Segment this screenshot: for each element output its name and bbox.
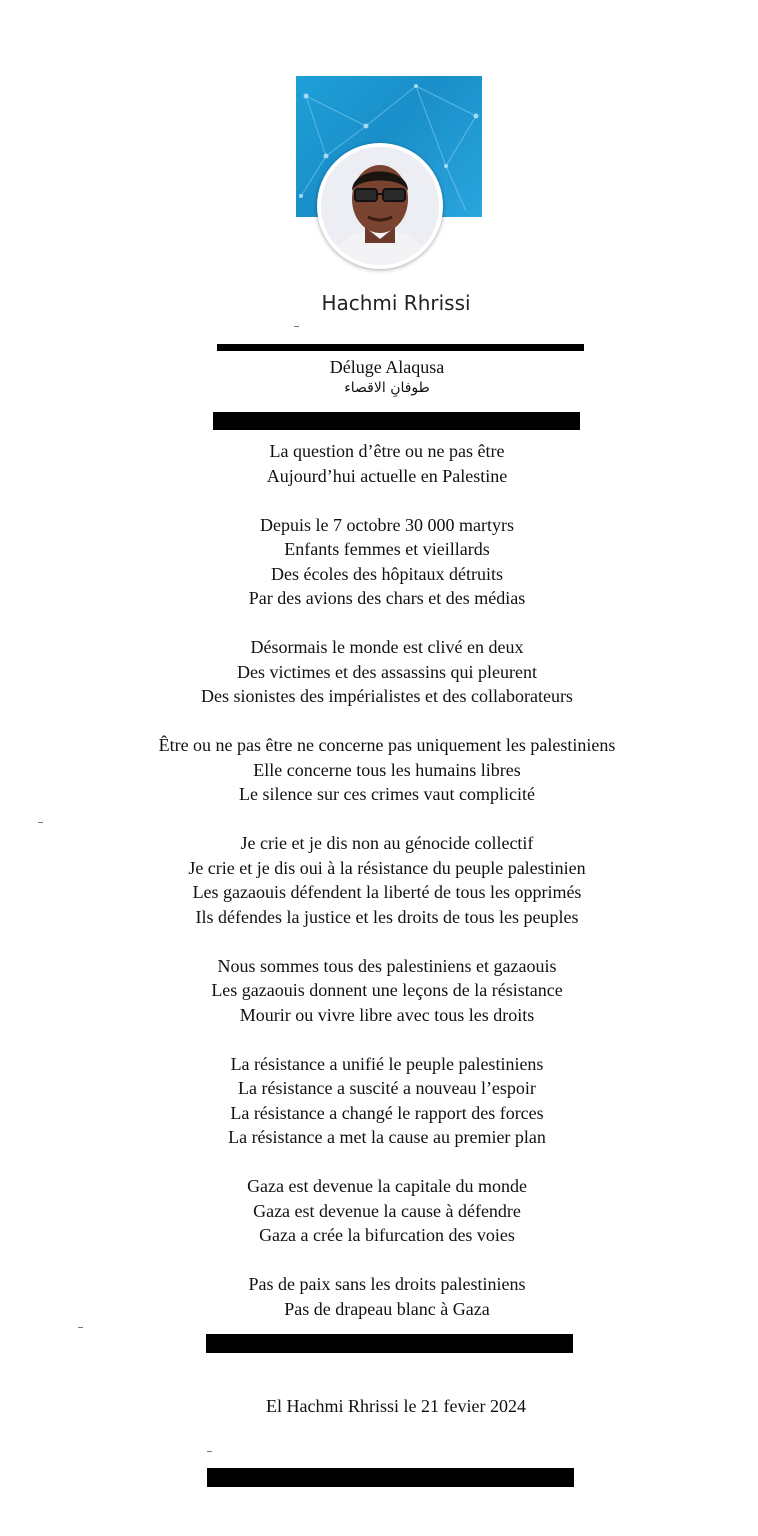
poem-title-block xyxy=(0,356,758,398)
verse: Elle concerne tous les humains libres xyxy=(253,759,521,780)
scan-speck xyxy=(207,1451,212,1452)
verse: Nous sommes tous des palestiniens et gazaouis xyxy=(217,955,557,976)
verse: La résistance a unifié le peuple palestiniens xyxy=(230,1053,544,1074)
redaction-bar xyxy=(206,1334,573,1353)
redaction-bar xyxy=(217,344,584,351)
verse: Ils défendes la justice et les droits de tous les peuples xyxy=(195,906,579,927)
signature: El Hachmi Rhrissi le 21 fevier 2024 xyxy=(266,1396,526,1416)
stanza xyxy=(0,1174,758,1248)
verse: Je crie et je dis non au génocide collectif xyxy=(240,833,534,853)
stanza xyxy=(0,635,758,709)
verse: Des écoles des hôpitaux détruits xyxy=(271,563,503,584)
verse: La résistance a suscité a nouveau l’espoir xyxy=(238,1078,536,1098)
scan-speck xyxy=(78,1327,83,1328)
verse: Pas de drapeau blanc à Gaza xyxy=(284,1298,490,1319)
poem-body xyxy=(0,439,758,1346)
poem-title: Déluge Alaqusa xyxy=(329,357,445,377)
verse: Depuis le 7 octobre 30 000 martyrs xyxy=(260,514,514,535)
verse: Je crie et je dis oui à la résistance du peuple palestinien xyxy=(188,857,586,878)
stanza xyxy=(0,1052,758,1150)
verse: Gaza est devenue la capitale du monde xyxy=(247,1176,527,1196)
redaction-bar xyxy=(213,412,580,430)
verse: Par des avions des chars et des médias xyxy=(248,588,526,608)
avatar xyxy=(317,143,443,269)
scan-speck xyxy=(38,822,43,823)
stanza xyxy=(0,733,758,807)
verse: Aujourd’hui actuelle en Palestine xyxy=(266,465,508,486)
stanza xyxy=(0,1272,758,1321)
verse: La question d’être ou ne pas être xyxy=(269,441,505,461)
verse: La résistance a changé le rapport des forces xyxy=(230,1102,544,1123)
scan-speck xyxy=(294,326,299,327)
redaction-bar xyxy=(207,1468,574,1487)
verse: Pas de paix sans les droits palestiniens xyxy=(248,1274,526,1294)
verse: Être ou ne pas être ne concerne pas uniquement les palestiniens xyxy=(158,735,616,755)
verse: La résistance a met la cause au premier plan xyxy=(228,1127,546,1147)
verse: Enfants femmes et vieillards xyxy=(284,539,490,559)
author-name: Hachmi Rhrissi xyxy=(321,291,471,315)
stanza xyxy=(0,954,758,1028)
verse: Le silence sur ces crimes vaut complicité xyxy=(239,784,535,804)
verse: Des sionistes des impérialistes et des collaborateurs xyxy=(201,686,573,706)
portrait-photo xyxy=(321,147,439,265)
poem-title-arabic: طوفانِ الاقصاء xyxy=(344,380,430,396)
verse: Les gazaouis donnent une leçons de la résistance xyxy=(211,980,563,1000)
verse: Des victimes et des assassins qui pleurent xyxy=(237,661,537,682)
stanza xyxy=(0,831,758,929)
stanza xyxy=(0,513,758,611)
verse: Désormais le monde est clivé en deux xyxy=(250,637,524,657)
stanza xyxy=(0,439,758,488)
verse: Gaza a crée la bifurcation des voies xyxy=(259,1225,515,1245)
verse: Gaza est devenue la cause à défendre xyxy=(253,1200,521,1221)
verse: Mourir ou vivre libre avec tous les droits xyxy=(239,1004,535,1025)
verse: Les gazaouis défendent la liberté de tous les opprimés xyxy=(192,882,582,902)
